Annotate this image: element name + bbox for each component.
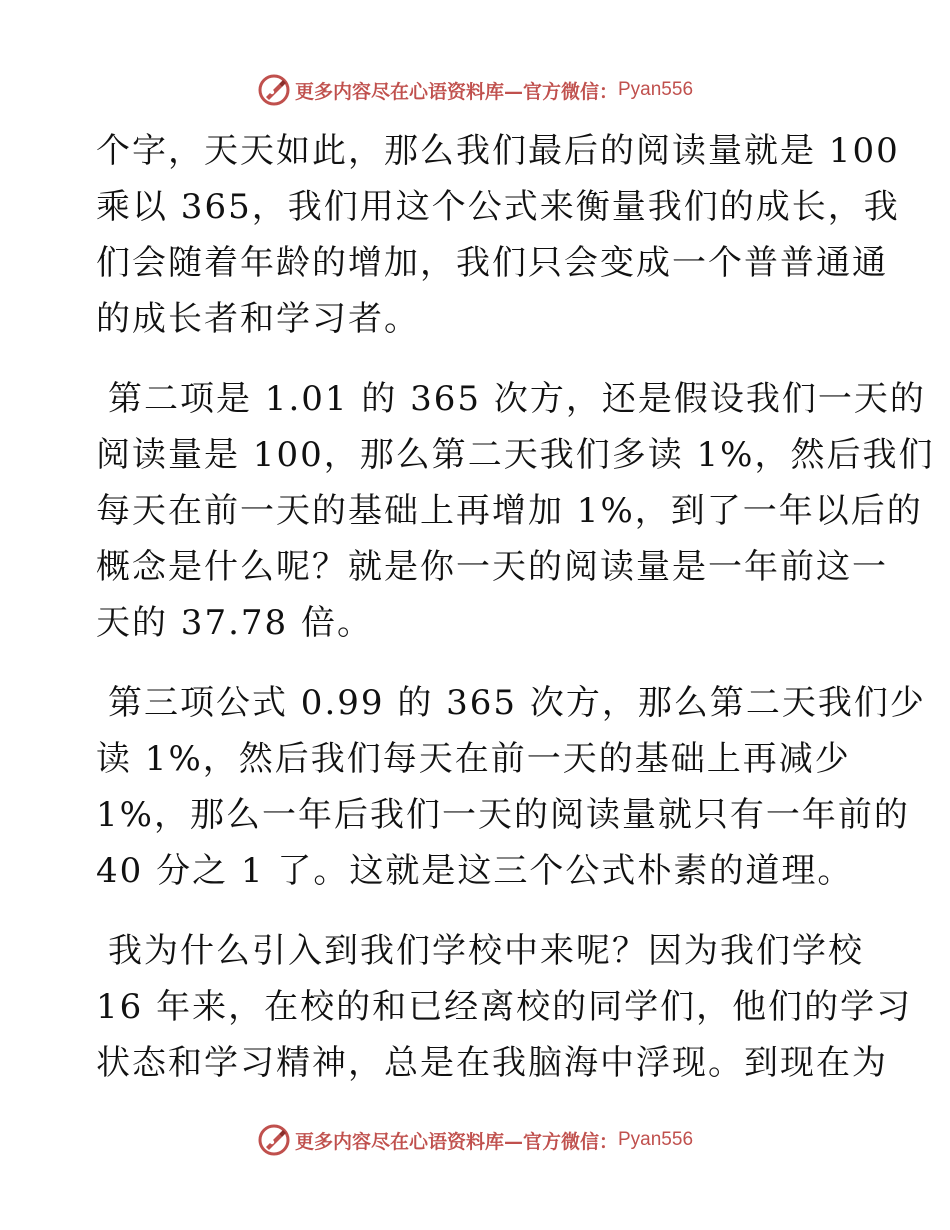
paragraph-2 [96,371,935,651]
header-watermark [0,72,950,108]
text-line: 第二项是 1.01 的 365 次方，还是假设我们一天的 [108,379,926,419]
text-line: 我为什么引入到我们学校中来呢？因为我们学校 [108,931,864,971]
watermark-wechat-id: Pyan556 [618,79,694,100]
text-line: 的成长者和学习者。 [96,299,420,339]
document-body [96,123,935,1091]
text-line: 读 1%，然后我们每天在前一天的基础上再减少 [96,739,851,779]
text-line: 们会随着年龄的增加，我们只会变成一个普普通通 [96,243,888,283]
text-line: 每天在前一天的基础上再增加 1%，到了一年以后的 [96,491,923,531]
watermark-text: 更多内容尽在心语资料库—官方微信： [294,1130,618,1153]
text-line: 状态和学习精神，总是在我脑海中浮现。到现在为 [96,1043,888,1083]
paragraph-1 [96,123,900,347]
footer-watermark [0,1122,950,1158]
watermark-wechat-id: Pyan556 [618,1129,694,1150]
paragraph-4 [96,923,913,1091]
text-line: 概念是什么呢？就是你一天的阅读量是一年前这一 [96,547,888,587]
pen-logo-icon [257,73,291,107]
text-line: 第三项公式 0.99 的 365 次方，那么第二天我们少 [108,683,926,723]
text-line: 1%，那么一年后我们一天的阅读量就只有一年前的 [96,795,910,835]
text-line: 天的 37.78 倍。 [96,603,373,643]
text-line: 阅读量是 100，那么第二天我们多读 1%，然后我们 [96,435,935,475]
text-line: 乘以 365，我们用这个公式来衡量我们的成长，我 [96,187,900,227]
text-line: 16 年来，在校的和已经离校的同学们，他们的学习 [96,987,913,1027]
pen-logo-icon [257,1123,291,1157]
text-line: 个字，天天如此，那么我们最后的阅读量就是 100 [96,131,900,171]
text-line: 40 分之 1 了。这就是这三个公式朴素的道理。 [96,851,854,891]
paragraph-3 [96,675,926,899]
watermark-text: 更多内容尽在心语资料库—官方微信： [294,80,618,103]
